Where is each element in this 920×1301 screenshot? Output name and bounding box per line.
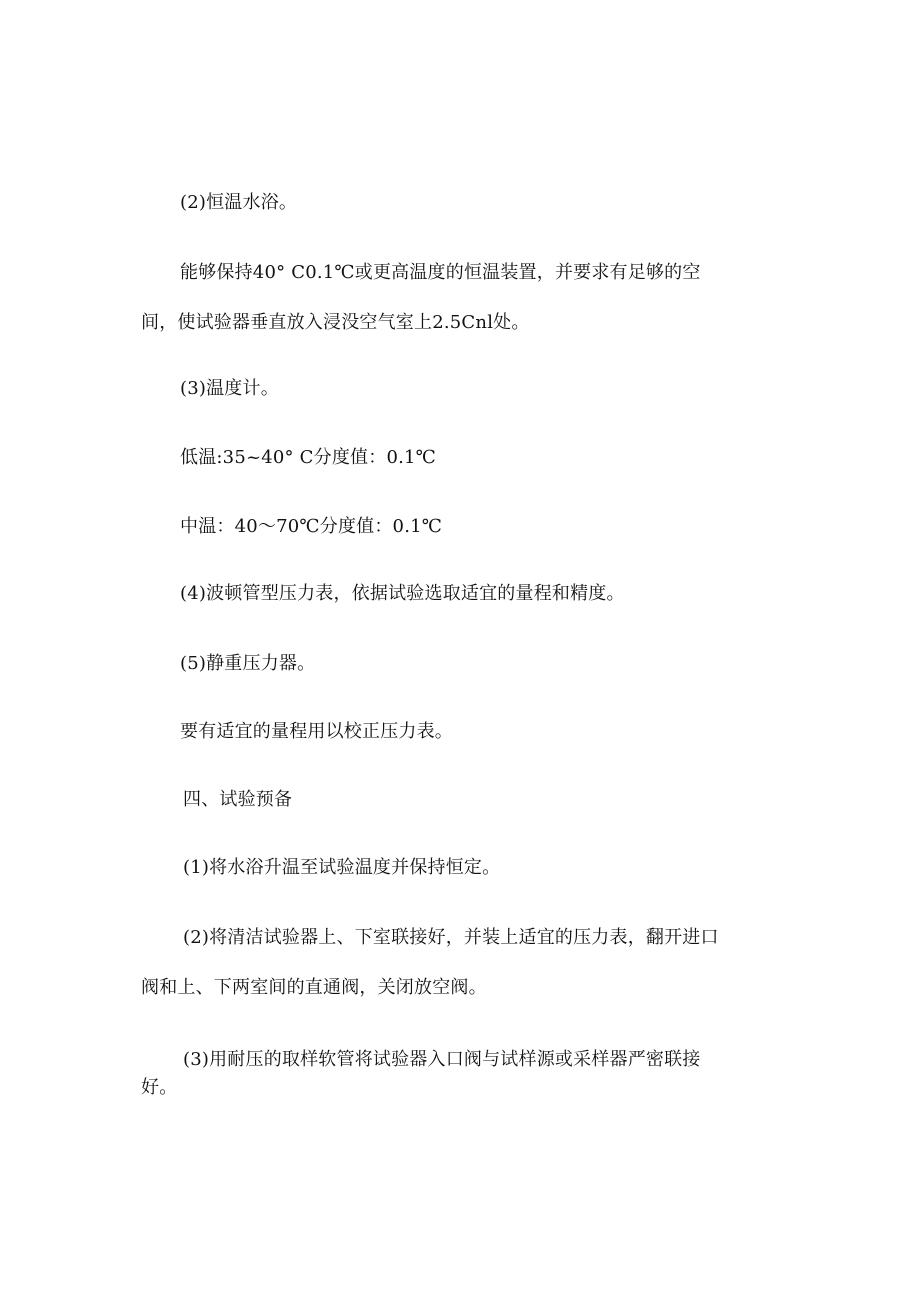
thermometer-mid-temp: 中温：40～70℃分度值：0.1℃ <box>180 516 443 537</box>
section-heading-test-prep: 四、试验预备 <box>183 789 293 810</box>
water-bath-desc-line-1: 能够保持40° C0.1℃或更高温度的恒温装置，并要求有足够的空 <box>180 262 701 283</box>
prep-step-3-line-2: 好。 <box>141 1077 178 1098</box>
deadweight-tester-desc: 要有适宜的量程用以校正压力表。 <box>180 721 453 742</box>
prep-step-3-line-1: (3)用耐压的取样软管将试验器入口阀与试样源或采样器严密联接 <box>183 1049 701 1070</box>
item-deadweight-tester: (5)静重压力器。 <box>180 653 316 674</box>
thermometer-low-temp: 低温:35~40° C分度值：0.1℃ <box>180 447 437 468</box>
item-water-bath: (2)恒温水浴。 <box>180 192 298 213</box>
prep-step-1: (1)将水浴升温至试验温度并保持恒定。 <box>183 857 501 878</box>
water-bath-desc-line-2: 间，使试验器垂直放入浸没空气室上2.5Cnl处。 <box>141 312 530 333</box>
prep-step-2-line-1: (2)将清洁试验器上、下室联接好，并装上适宜的压力表，翻开进口 <box>183 927 719 948</box>
item-thermometer: (3)温度计。 <box>180 378 279 399</box>
prep-step-2-line-2: 阀和上、下两室间的直通阀，关闭放空阀。 <box>141 977 487 998</box>
item-bourdon-gauge: (4)波顿管型压力表，依据试验选取适宜的量程和精度。 <box>180 583 625 604</box>
